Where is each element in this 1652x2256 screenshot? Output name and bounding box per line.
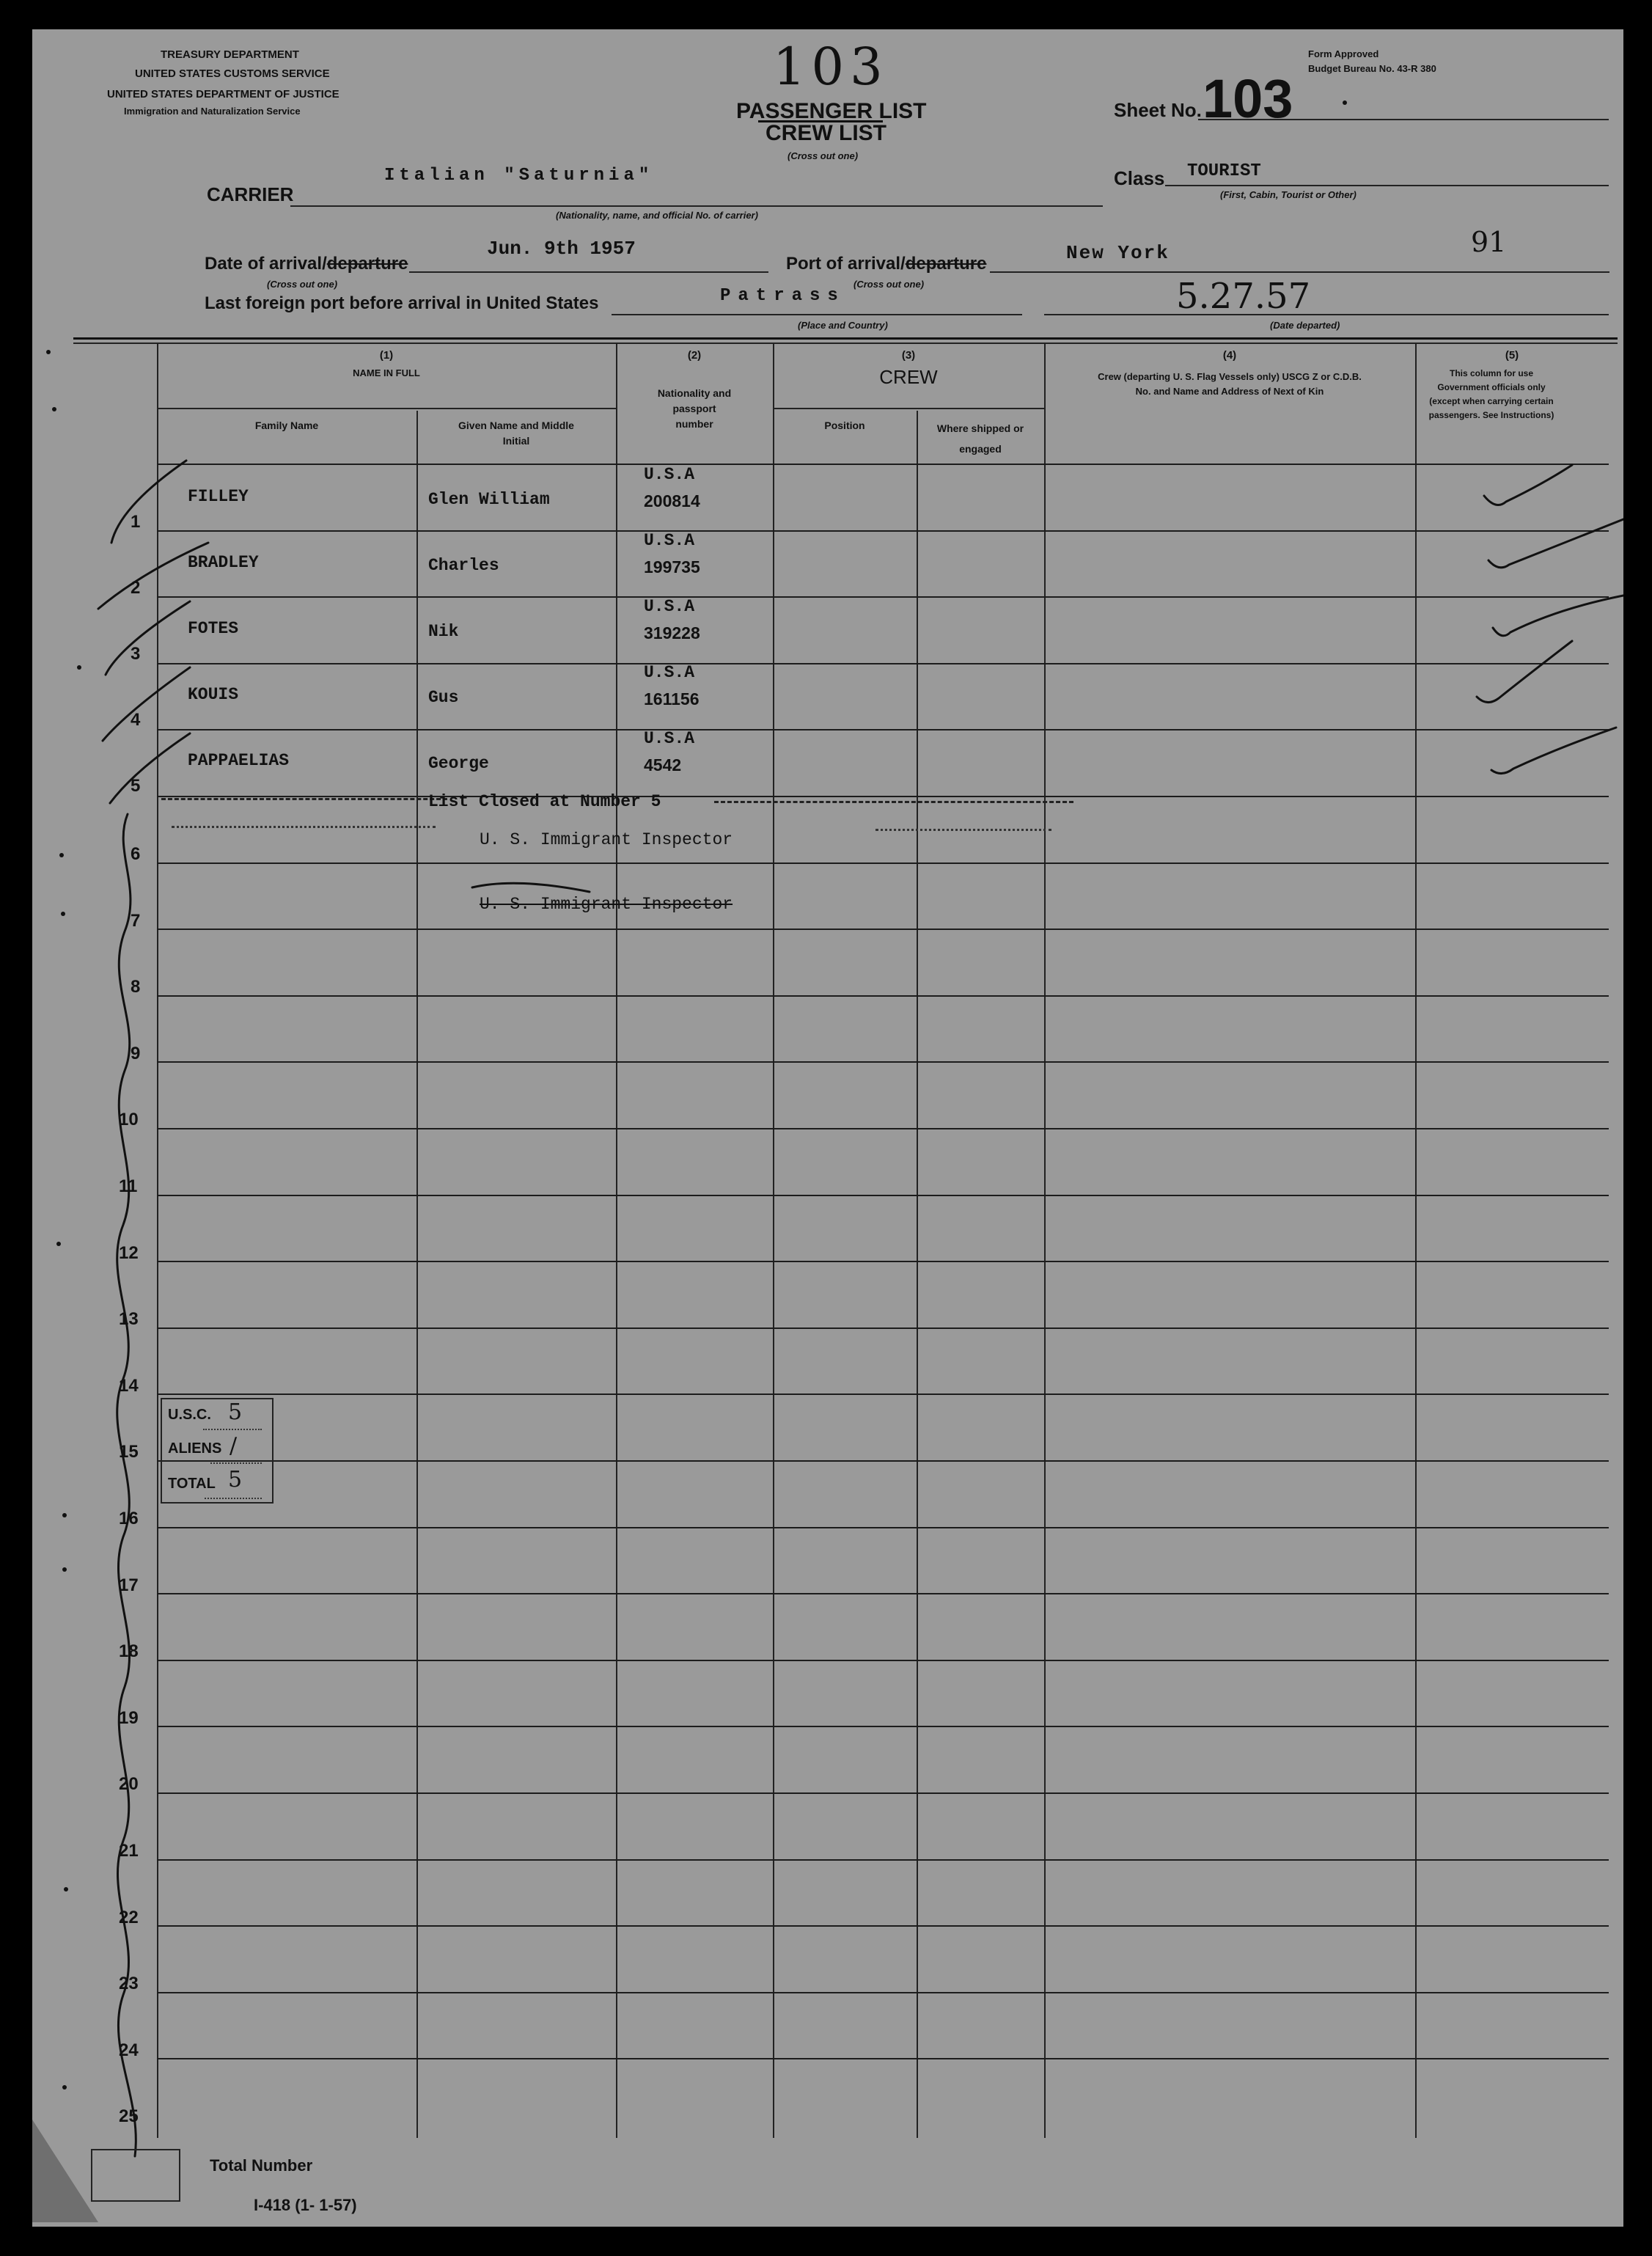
checkmark <box>1491 728 1616 774</box>
tick-mark <box>103 667 190 741</box>
nationality: U.S.A <box>644 663 695 682</box>
nationality: U.S.A <box>644 531 695 550</box>
row-number: 25 <box>119 2106 139 2126</box>
col3-position-header: Position <box>824 420 865 431</box>
row-number: 13 <box>119 1309 139 1329</box>
passenger-list-title: PASSENGER LIST <box>736 99 927 123</box>
col3-where-header: Where shipped or engaged <box>936 422 1024 455</box>
row-number: 3 <box>131 644 141 664</box>
sheet-number: 103 <box>1203 68 1293 129</box>
date-caption: (Cross out one) <box>267 279 338 290</box>
inspector-stamp-2: U. S. Immigrant Inspector <box>480 895 733 914</box>
col4-title: Crew (departing U. S. Flag Vessels only) USCG Z or C.D.B. No. and Name and Address of Next of Kin <box>1098 371 1362 397</box>
sheet-label: Sheet No. <box>1114 99 1202 121</box>
budget-bureau: Budget Bureau No. 43-R 380 <box>1308 63 1436 74</box>
given-name: Glen William <box>428 490 550 509</box>
passport-number: 200814 <box>644 491 700 510</box>
total-number-box <box>91 2149 180 2202</box>
col2-number: (2) <box>687 349 702 362</box>
row-number: 4 <box>131 710 141 730</box>
date-label: Date of arrival/departure <box>205 254 408 274</box>
handwritten-sheet-number: 103 <box>773 37 889 97</box>
date-departed-caption: (Date departed) <box>1270 320 1340 331</box>
class-caption: (First, Cabin, Tourist or Other) <box>1220 189 1357 200</box>
col1-number: (1) <box>379 349 394 362</box>
nationality: U.S.A <box>644 597 695 616</box>
given-name: Nik <box>428 622 459 641</box>
nationality: U.S.A <box>644 465 695 484</box>
checkmark <box>1484 465 1572 505</box>
col3-number: (3) <box>901 349 916 362</box>
inspector-stamp-1: U. S. Immigrant Inspector <box>480 830 733 849</box>
crew-list-title: CREW LIST <box>766 121 886 145</box>
given-name: Gus <box>428 688 459 707</box>
passport-number: 161156 <box>644 689 700 708</box>
row-number: 11 <box>119 1176 138 1196</box>
nationality: U.S.A <box>644 729 695 748</box>
row-number: 22 <box>119 1908 139 1927</box>
col3-title: CREW <box>879 366 938 388</box>
row-number: 24 <box>119 2040 139 2060</box>
col5-number: (5) <box>1505 349 1519 362</box>
tick-mark <box>111 461 186 543</box>
col2-title: Nationality and passport number <box>657 387 732 430</box>
carrier-caption: (Nationality, name, and official No. of carrier) <box>556 210 758 221</box>
row-number: 19 <box>119 1708 139 1728</box>
last-port-label: Last foreign port before arrival in United States <box>205 293 599 313</box>
port-label: Port of arrival/departure <box>786 254 987 274</box>
checkmark <box>1477 641 1572 703</box>
handwritten-checkmarks <box>32 29 1623 2227</box>
col1-family-header: Family Name <box>254 420 319 431</box>
date-departed: 5.27.57 <box>1176 276 1311 317</box>
form-code: I-418 (1- 1-57) <box>254 2196 357 2214</box>
row-number: 18 <box>119 1641 139 1661</box>
page-number: 91 <box>1471 226 1507 258</box>
row-number: 10 <box>119 1110 139 1129</box>
list-closed-stamp: List Closed at Number 5 <box>428 792 661 811</box>
aliens-value: / <box>230 1433 238 1459</box>
col1-given-header: Given Name and Middle Initial <box>458 420 574 447</box>
row-number: 14 <box>119 1376 139 1396</box>
folded-corner <box>32 2120 98 2222</box>
carrier-value: Italian "Saturnia" <box>384 166 654 186</box>
passport-number: 199735 <box>644 557 700 576</box>
agency-line-1: TREASURY DEPARTMENT <box>161 48 299 61</box>
agency-line-3: UNITED STATES DEPARTMENT OF JUSTICE <box>107 88 339 100</box>
row-number: 21 <box>119 1841 139 1861</box>
row-number: 1 <box>131 512 141 532</box>
total-value: 5 <box>228 1467 243 1493</box>
col4-number: (4) <box>1222 349 1237 362</box>
row-number: 17 <box>119 1575 139 1595</box>
row-number: 9 <box>131 1044 141 1063</box>
row-number: 8 <box>131 977 141 997</box>
col5-title: This column for use Government officials only (except when carrying certain passengers. See Instructions) <box>1428 368 1554 420</box>
usc-label: U.S.C. <box>168 1407 211 1423</box>
tick-mark <box>98 543 208 609</box>
form-approved: Form Approved <box>1308 48 1379 59</box>
passport-number: 4542 <box>644 755 682 774</box>
total-number-label: Total Number <box>210 2156 313 2175</box>
checkmark <box>1488 513 1623 568</box>
family-name: BRADLEY <box>188 553 259 572</box>
carrier-label: CARRIER <box>207 183 294 205</box>
title-cross-out: (Cross out one) <box>788 150 859 161</box>
row-number: 20 <box>119 1774 139 1794</box>
checkmark <box>1493 596 1623 636</box>
row-number: 6 <box>131 844 141 864</box>
port-caption: (Cross out one) <box>853 279 925 290</box>
class-label: Class <box>1114 167 1165 189</box>
date-value: Jun. 9th 1957 <box>487 238 636 260</box>
passport-number: 319228 <box>644 623 700 642</box>
row-number: 23 <box>119 1974 139 1993</box>
row-number: 2 <box>131 578 141 598</box>
usc-value: 5 <box>228 1399 243 1425</box>
total-label: TOTAL <box>168 1476 216 1492</box>
row-number: 12 <box>119 1243 139 1263</box>
row-number: 15 <box>119 1442 139 1462</box>
last-port-caption: (Place and Country) <box>798 320 888 331</box>
row-number: 16 <box>119 1509 139 1528</box>
given-name: Charles <box>428 556 499 575</box>
agency-line-4: Immigration and Naturalization Service <box>124 106 301 117</box>
col1-title: NAME IN FULL <box>353 367 420 378</box>
last-port-value: Patrass <box>720 286 845 306</box>
family-name: PAPPAELIAS <box>188 751 290 770</box>
family-name: FILLEY <box>188 487 249 506</box>
given-name: George <box>428 754 489 773</box>
aliens-label: ALIENS <box>168 1440 222 1457</box>
port-value: New York <box>1066 242 1170 264</box>
family-name: KOUIS <box>188 685 239 704</box>
family-name: FOTES <box>188 619 239 638</box>
stamp-stroke <box>472 883 590 892</box>
tick-mark <box>110 733 190 803</box>
agency-line-2: UNITED STATES CUSTOMS SERVICE <box>135 67 330 80</box>
row-number: 7 <box>131 911 141 931</box>
passenger-list-form <box>32 29 1623 2227</box>
margin-squiggle <box>117 814 136 2156</box>
tick-mark <box>106 601 190 675</box>
class-value: TOURIST <box>1187 161 1261 181</box>
row-number: 5 <box>131 776 141 796</box>
